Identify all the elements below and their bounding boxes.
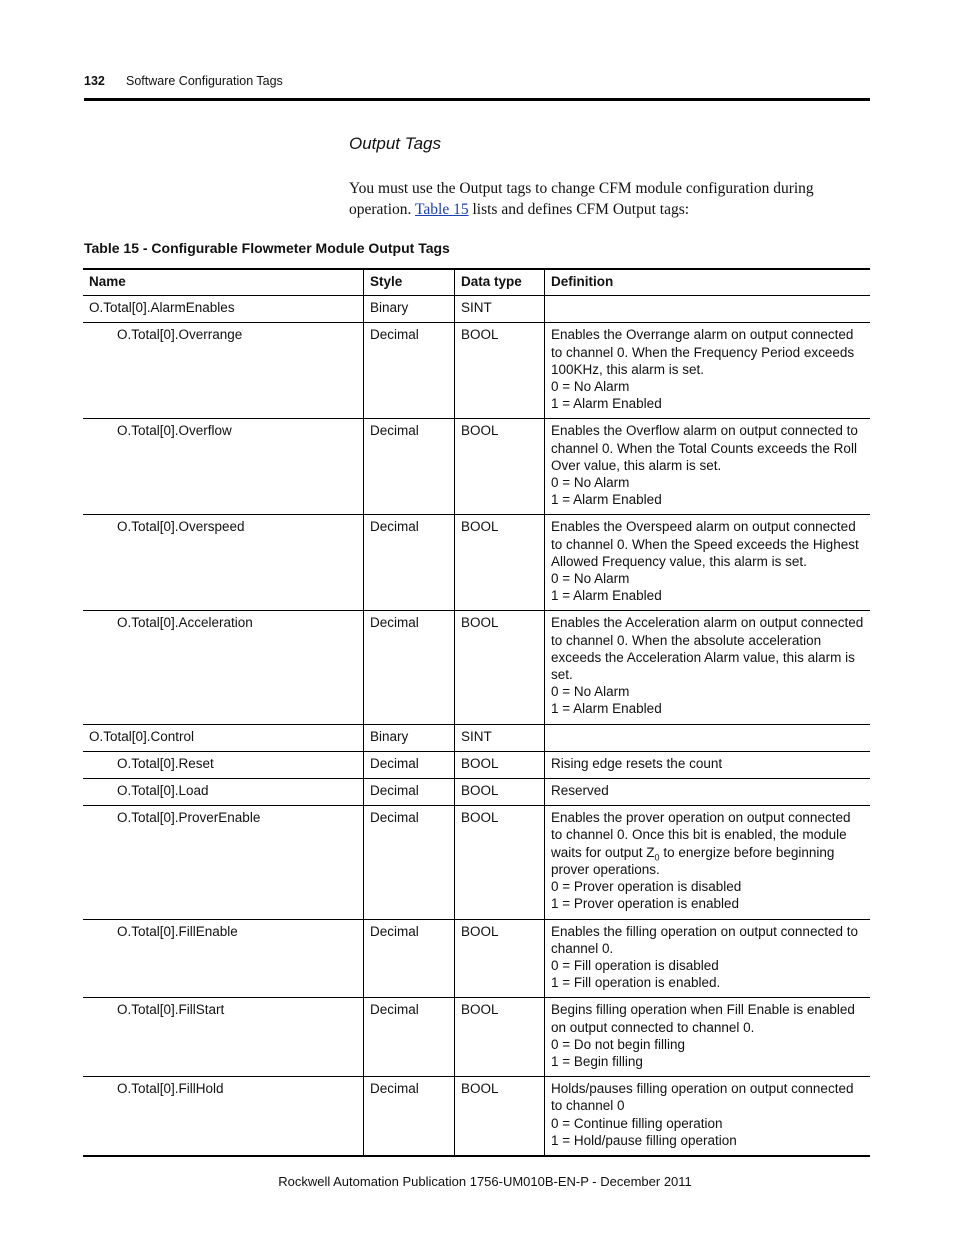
definition-line: 1 = Fill operation is enabled.	[551, 975, 721, 991]
footer-text: Rockwell Automation Publication 1756-UM010B-EN-P - December 2011	[278, 1174, 692, 1189]
definition-line: 1 = Alarm Enabled	[551, 396, 662, 412]
intro-text-start: You must use the Output tags to change CFM module configuration during operation.	[349, 180, 814, 218]
running-section-title: Software Configuration Tags	[126, 74, 283, 88]
definition-line: 1 = Begin filling	[551, 1053, 643, 1069]
definition-line: Enables the Overspeed alarm on output connected to channel 0. When the Speed exceeds the Highest Allowed Frequency value, this alarm is set.	[551, 519, 859, 569]
definition-line: 0 = No Alarm	[551, 571, 630, 587]
table-row	[83, 751, 870, 778]
definition-cell	[545, 296, 871, 323]
style-cell: Decimal	[364, 419, 455, 515]
definition-cell	[545, 779, 871, 806]
definition-line: 1 = Prover operation is enabled	[551, 896, 739, 912]
tag-name-cell: O.Total[0].Load	[83, 779, 364, 806]
definition-line: Enables the Overrange alarm on output connected to channel 0. When the Frequency Period exceeds 100KHz, this alarm is set.	[551, 327, 855, 377]
style-cell: Decimal	[364, 1077, 455, 1156]
definition-line: 0 = Prover operation is disabled	[551, 879, 742, 895]
definition-cell	[545, 724, 871, 751]
tag-name-cell: O.Total[0].Reset	[83, 751, 364, 778]
data-type-cell: BOOL	[455, 751, 545, 778]
table-row	[83, 419, 870, 515]
data-type-cell: SINT	[455, 724, 545, 751]
definition-line: Enables the Overflow alarm on output connected to channel 0. When the Total Counts exceeds the Roll Over value, this alarm is set.	[551, 423, 858, 473]
definition-cell	[545, 998, 871, 1077]
definition-line: Reserved	[551, 783, 609, 799]
style-cell: Decimal	[364, 919, 455, 998]
definition-line: 0 = No Alarm	[551, 684, 630, 700]
style-cell: Decimal	[364, 998, 455, 1077]
definition-line: Enables the filling operation on output connected to channel 0.	[551, 923, 858, 956]
tag-name-cell: O.Total[0].Overspeed	[83, 515, 364, 611]
table-row	[83, 515, 870, 611]
definition-cell	[545, 611, 871, 724]
definition-line: 1 = Hold/pause filling operation	[551, 1132, 737, 1148]
definition-line: 0 = No Alarm	[551, 379, 630, 395]
definition-line: 1 = Alarm Enabled	[551, 492, 662, 508]
column-header-data-type: Data type	[455, 269, 545, 296]
tag-name-cell: O.Total[0].FillHold	[83, 1077, 364, 1156]
definition-line	[551, 809, 864, 878]
definition-line: 1 = Alarm Enabled	[551, 588, 662, 604]
table-row	[83, 1077, 870, 1156]
table-row	[83, 611, 870, 724]
tag-name-cell: O.Total[0].FillEnable	[83, 919, 364, 998]
definition-line: 0 = No Alarm	[551, 475, 630, 491]
table-body	[83, 296, 870, 1156]
table-row	[83, 724, 870, 751]
definition-cell	[545, 751, 871, 778]
output-tags-table	[83, 268, 870, 1157]
table-row	[83, 779, 870, 806]
data-type-cell: BOOL	[455, 1077, 545, 1156]
table-row	[83, 919, 870, 998]
definition-line: 0 = Continue filling operation	[551, 1115, 723, 1131]
style-cell: Decimal	[364, 779, 455, 806]
table-row	[83, 806, 870, 919]
style-cell: Binary	[364, 296, 455, 323]
definition-text: to energize before beginning prover operations.	[551, 844, 835, 877]
style-cell: Binary	[364, 724, 455, 751]
table-caption: Table 15 - Configurable Flowmeter Module Output Tags	[84, 240, 450, 256]
tag-name-cell: O.Total[0].Overflow	[83, 419, 364, 515]
definition-line: 1 = Alarm Enabled	[551, 701, 662, 717]
tag-name-cell: O.Total[0].ProverEnable	[83, 806, 364, 919]
definition-line: Begins filling operation when Fill Enable is enabled on output connected to channel 0.	[551, 1002, 855, 1035]
column-header-definition: Definition	[545, 269, 871, 296]
page-header	[84, 72, 870, 101]
data-type-cell: SINT	[455, 296, 545, 323]
data-type-cell: BOOL	[455, 919, 545, 998]
style-cell: Decimal	[364, 806, 455, 919]
definition-cell	[545, 1077, 871, 1156]
column-header-style: Style	[364, 269, 455, 296]
table-header-row	[83, 269, 870, 296]
table-row	[83, 296, 870, 323]
style-cell: Decimal	[364, 611, 455, 724]
table-15-link[interactable]: Table 15	[415, 201, 469, 218]
publication-footer	[0, 1174, 954, 1189]
definition-line: 0 = Fill operation is disabled	[551, 957, 719, 973]
tag-name-cell: O.Total[0].AlarmEnables	[83, 296, 364, 323]
table-row	[83, 998, 870, 1077]
definition-cell	[545, 419, 871, 515]
definition-cell	[545, 515, 871, 611]
definition-line: Holds/pauses filling operation on output connected to channel 0	[551, 1081, 854, 1114]
definition-line: Rising edge resets the count	[551, 755, 723, 771]
column-header-name: Name	[83, 269, 364, 296]
table-row	[83, 323, 870, 419]
page-number: 132	[84, 74, 105, 88]
data-type-cell: BOOL	[455, 419, 545, 515]
section-heading: Output Tags	[349, 134, 441, 153]
tag-name-cell: O.Total[0].FillStart	[83, 998, 364, 1077]
data-type-cell: BOOL	[455, 998, 545, 1077]
definition-line: 0 = Do not begin filling	[551, 1036, 685, 1052]
data-type-cell: BOOL	[455, 515, 545, 611]
style-cell: Decimal	[364, 515, 455, 611]
definition-text: Enables the prover operation on output connected to channel 0. Once this bit is enabled, the module waits for output Z	[551, 810, 851, 860]
definition-line: Enables the Acceleration alarm on output connected to channel 0. When the absolute acceleration exceeds the Acceleration Alarm value, this alarm is set.	[551, 615, 864, 683]
tag-name-cell: O.Total[0].Overrange	[83, 323, 364, 419]
tag-name-cell: O.Total[0].Control	[83, 724, 364, 751]
subscript: 0	[654, 852, 660, 863]
style-cell: Decimal	[364, 323, 455, 419]
definition-cell	[545, 919, 871, 998]
definition-cell	[545, 323, 871, 419]
data-type-cell: BOOL	[455, 323, 545, 419]
intro-paragraph	[349, 178, 869, 220]
data-type-cell: BOOL	[455, 611, 545, 724]
intro-text-end: lists and defines CFM Output tags:	[468, 201, 690, 218]
style-cell: Decimal	[364, 751, 455, 778]
data-type-cell: BOOL	[455, 779, 545, 806]
definition-cell	[545, 806, 871, 919]
tag-name-cell: O.Total[0].Acceleration	[83, 611, 364, 724]
data-type-cell: BOOL	[455, 806, 545, 919]
